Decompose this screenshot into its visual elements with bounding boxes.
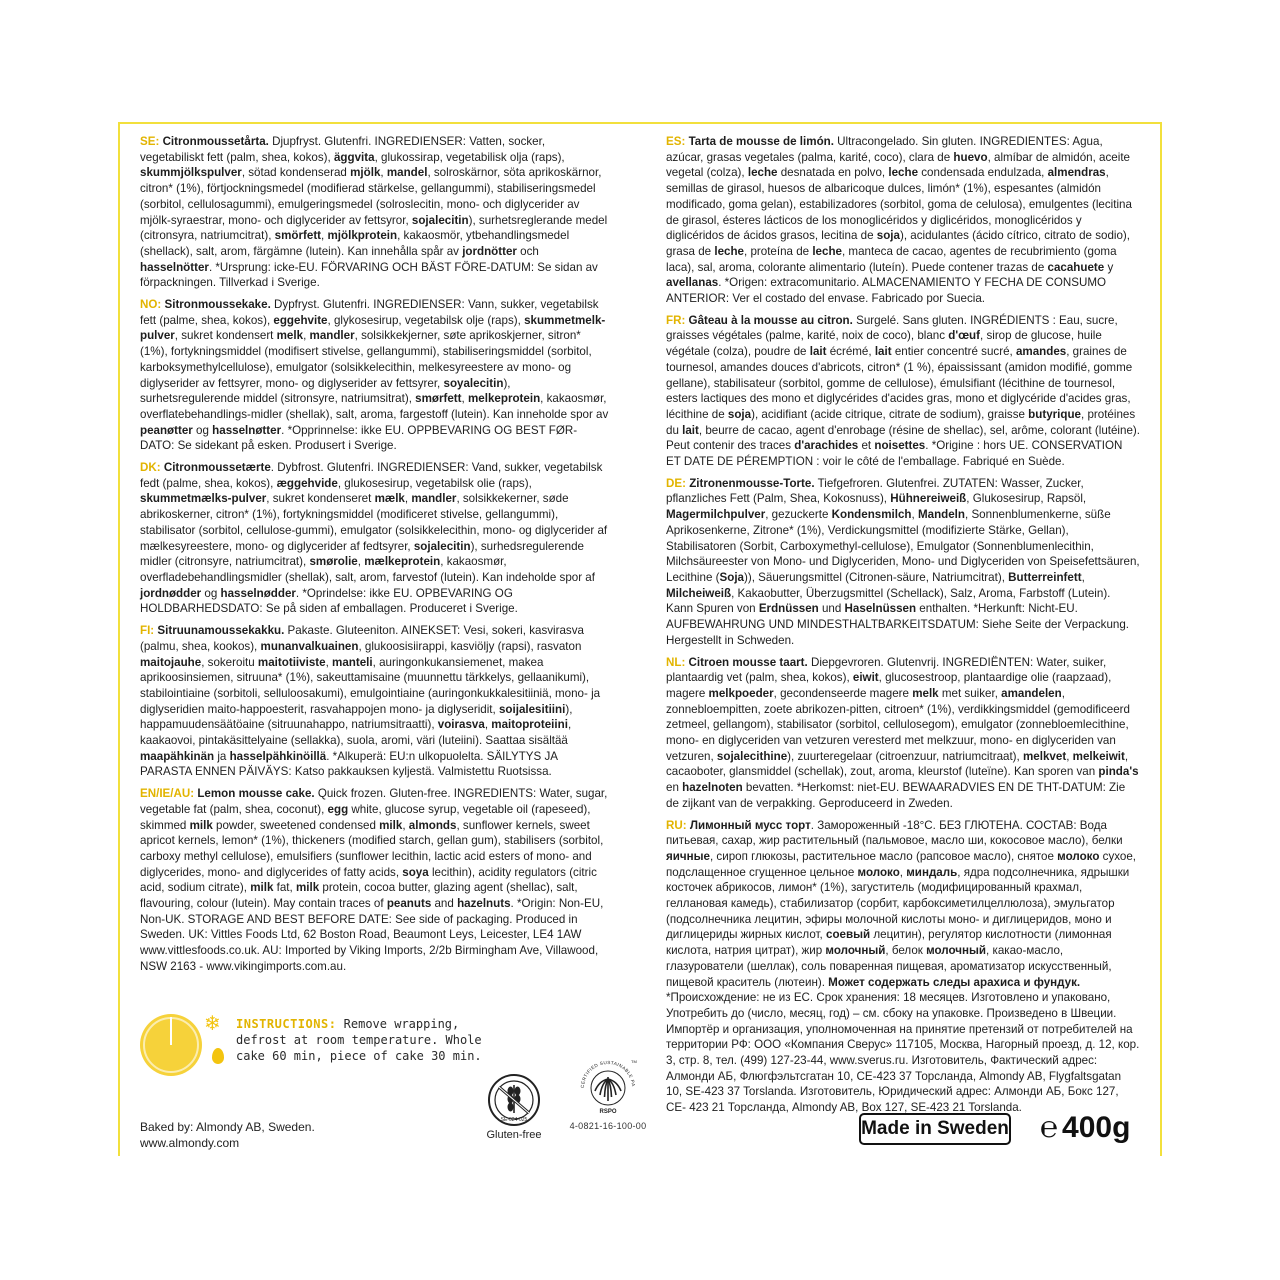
bold-text: lait xyxy=(874,345,892,359)
bold-text: soja xyxy=(876,229,900,243)
language-code: FI: xyxy=(140,624,158,638)
bold-text: melkeiwit xyxy=(1072,749,1125,763)
bold-text: melk xyxy=(912,686,939,700)
bold-text: manteli xyxy=(332,655,373,669)
body-text: , kakaosmør, overflatebehandlings-midler (shellak), salt, aroma, fargestoff (lutein). Kan inneholde spor av xyxy=(140,392,609,421)
bold-text: melk xyxy=(276,329,304,343)
ingredients-paragraph xyxy=(140,786,610,974)
instructions-text xyxy=(236,1016,486,1064)
body-text: , glucosestroop, plantaardige olie (raapzaad), magere xyxy=(666,671,1112,700)
bold-text: maitojauhe xyxy=(140,655,202,669)
bold-text: leche xyxy=(747,166,778,180)
bold-text: äggvita xyxy=(333,150,375,164)
body-text: , kakaosmör, ytbehandlingsmedel (shellack), salt, arom, färgämne (lutein). Kan innehålla spår av xyxy=(140,229,570,258)
body-text: , sukret kondenseret xyxy=(266,492,375,506)
bold-text: Citronmoussetårta. xyxy=(162,135,269,148)
bold-text: Zitronenmousse-Torte. xyxy=(689,476,815,490)
bold-text: melkeprotein xyxy=(467,392,541,406)
bold-text: soijalesitiini xyxy=(498,702,566,716)
bold-text: æggehvide xyxy=(276,476,338,490)
bold-text: milk xyxy=(250,881,274,895)
body-text: ), acidulantes (ácido cítrico, citrato de sodio), grasa de xyxy=(666,229,1130,258)
instructions-block xyxy=(140,1014,480,1078)
body-text: , xyxy=(1066,749,1073,763)
bold-text: миндаль xyxy=(906,865,958,879)
net-weight xyxy=(1040,1108,1130,1148)
body-text: , Kakaobutter, Überzugsmittel (Schellack), Salz, Aroma, Farbstoff (Lutein). Kann Spuren von xyxy=(666,586,1111,616)
estimated-sign-icon: ℮ xyxy=(1040,1111,1059,1144)
rspo-name: RSPO xyxy=(599,1109,617,1115)
body-text: desnatada en polvo, xyxy=(777,166,889,180)
ingredients-column-right xyxy=(666,134,1140,1122)
body-text: Quick frozen. Gluten-free. INGREDIENTS: Water, sugar, vegetable fat (palm, shea, coconut), xyxy=(140,787,608,816)
bold-text: d'arachides xyxy=(794,439,859,453)
bold-text: soyalecitin xyxy=(443,376,504,390)
bold-text: eggehvite xyxy=(273,313,328,327)
bold-text: Может содержать следы арахиса и фундук. xyxy=(828,975,1081,989)
body-text: , xyxy=(325,655,333,669)
body-text: Ultracongelado. Sin gluten. INGREDIENTES: Agua, azúcar, grasas vegetales (palma, karité, coco), clara de xyxy=(666,135,1103,164)
body-text: , glukoosisiirappi, kasviöljy (rapsi), rasvaton xyxy=(358,639,582,653)
bold-text: munanvalkuainen xyxy=(260,639,359,653)
body-text: . *Oprindelse: ikke EU. OPBEVARING OG HOLDBARHEDSDATO: Se på siden af emballagen. Produceret i Sverige. xyxy=(140,586,518,616)
bold-text: leche xyxy=(714,244,744,258)
ingredients-paragraph xyxy=(140,134,610,291)
bold-text: lait xyxy=(682,423,699,437)
body-text: *Происхождение: не из ЕС. Срок хранения: 18 месяцев. Изготовлено и упаковано, Употребить до (число, месяц, год) – см. сбоку на упаковке. Произведено в Швеции. Импортёр и организация, уполномоченная на принятие претензий от потребителей на территории РФ: ООО «Компания Сверус» 117105, Москва, Нагорный проезд, д. 12, кор. 3, стр. 8, тел. (499) 127-23-44, www.sverus.ru. Изготовитель, Фактический адрес: Алмонди АБ, Флюгфэльтсгатан 10, СЕ-423 37 Торсланда, Almondy AB, Flygfaltsgatan 10, SE-423 37 Torslanda. Изготовитель, Юридический адрес: Алмонди АБ, Бокс 127, СЕ- 423 21 Торсланда, Almondy AB, Box 127, SE-423 21 Torslanda. xyxy=(666,991,1140,1115)
bold-text: melkvet xyxy=(1023,749,1067,763)
snowflake-icon: ❄ xyxy=(204,1013,221,1035)
body-text: лецитин), регулятор кислотности (лимонная кислота, натрия цитрат), жир xyxy=(666,928,1112,958)
bold-text: hasselnøtter xyxy=(212,423,282,437)
bold-text: Kondensmilch xyxy=(831,508,912,522)
rspo-ring-text: CERTIFIED SUSTAINABLE PA xyxy=(579,1059,637,1089)
body-text: . Dybfrost. Glutenfri. INGREDIENSER: Vand, sukker, vegetabilsk fedt (palme, shea, kokos), xyxy=(140,461,603,490)
weight-value: 400g xyxy=(1062,1111,1131,1144)
body-text: . *Origin: Non-EU, Non-UK. STORAGE AND BEST BEFORE DATE: See side of packaging. Produced in Sweden. UK: Vittles Foods Ltd, 62 Boston Road, Beaumont Leys, Leicester, LE4 1AW www.vittlesfoods.co.uk. AU: Imported by Viking Imports, 2/2b Birmingham Ave, Villawood, NSW 2163 - www.vikingimports.com.au. xyxy=(140,897,604,973)
clock-icon xyxy=(140,1014,202,1076)
bold-text: milk xyxy=(379,818,403,832)
bold-text: hasselpähkinöillä xyxy=(229,749,327,763)
rspo-palm-icon xyxy=(577,1057,639,1119)
bold-text: huevo xyxy=(953,150,988,164)
body-text: und xyxy=(818,602,845,616)
body-text: en xyxy=(666,781,683,795)
bold-text: pinda's xyxy=(1098,765,1139,779)
bold-text: sojalecitin xyxy=(411,213,469,227)
body-text: enthalten. *Herkunft: Nicht-EU. AUFBEWAHRUNG UND MINDESTHALTBARKEITSDATUM: Siehe Seite der Verpackung. Hergestellt in Schweden. xyxy=(666,602,1130,647)
bold-text: hasselnötter xyxy=(140,260,209,274)
bold-text: egg xyxy=(327,802,349,816)
bold-text: soya xyxy=(402,865,429,879)
body-text: Pakaste. Gluteeniton. AINEKSET: Vesi, sokeri, kasvirasva (palmu, shea, kookos), xyxy=(140,624,584,653)
body-text: protein, cocoa butter, glazing agent (shellac), salt, flavouring, colour (lutein). May contain traces of xyxy=(140,881,578,911)
bold-text: almonds xyxy=(408,818,457,832)
bold-text: mandler xyxy=(309,329,355,343)
body-text: og xyxy=(201,586,221,600)
bold-text: молоко xyxy=(857,865,900,879)
body-text: , белок xyxy=(885,944,927,958)
body-text: , какао-масло, глазурователи (шеллак), соль поваренная пищевая, ароматизатор искусственный, пищевой краситель (лютеин). xyxy=(666,944,1112,989)
ingredients-paragraph xyxy=(666,313,1140,470)
body-text: fat, xyxy=(273,881,296,895)
body-text: , semillas de girasol, huesos de albaricoque dulces, limón* (1%), espesantes (almidón modificado, goma gelan), estabilizadores (sorbitol, goma de celulosa), emulgentes (lecitina de girasol, ésteres lácticos de los monoglicéridos y diglicéridos, monoglicéridos y diglicéridos de ácidos grasos, lecitina de xyxy=(666,166,1132,243)
body-text: , xyxy=(380,166,387,180)
bold-text: яичные xyxy=(666,849,710,863)
website-text: www.almondy.com xyxy=(140,1136,240,1150)
ingredients-paragraph xyxy=(140,297,610,454)
body-text: , zonnebloempitten, zoete abrikozen-pitten, citroen* (1%), verdikkingsmiddel (gemodificeerd zetmeel, gellangom), stabilisator (sorbitol, cellulosegom), emulgator (zonnebloemlecithine, mono- en diglyceriden van vetzuren veresterd met melkzuur, mono- en diglyceriden van vetzuren, xyxy=(666,686,1130,763)
body-text: écrémé, xyxy=(826,345,875,359)
bold-text: hazelnuts xyxy=(457,897,511,911)
bold-text: voirasva xyxy=(437,718,485,732)
bold-text: молочный xyxy=(825,944,886,958)
crossed-grain-icon xyxy=(487,1073,541,1127)
bold-text: Gâteau à la mousse au citron. xyxy=(688,313,853,327)
body-text: , gecondenseerde magere xyxy=(773,686,913,700)
body-text: et xyxy=(858,439,875,453)
bold-text: lait xyxy=(809,345,827,359)
body-text: , xyxy=(461,392,468,406)
bold-text: jordnötter xyxy=(462,244,517,258)
body-text: , sirop de glucose, huile végétale (colza), poudre de xyxy=(666,329,1102,359)
body-text: , solsikkekerner, søde abrikoskerner, citron* (1%), fortykningsmiddel (modificeret stivelse, gellangummi), stabilisator (sorbitol, cellulose-gummi), emulgator (solsikkelecithin, mono- og diglycerider af mælkesyreestere, mono- og diglycerider af fedtsyrer, xyxy=(140,492,608,553)
body-text: , xyxy=(911,508,918,522)
body-text: , sokeroitu xyxy=(201,655,258,669)
language-code: NL: xyxy=(666,655,689,669)
instructions-body: Remove wrapping, defrost at room temperature. Whole cake 60 min, piece of cake 30 min. xyxy=(236,1017,482,1063)
bold-text: skummetmælks-pulver xyxy=(140,492,267,506)
bold-text: Lemon mousse cake. xyxy=(197,787,315,801)
body-text: . *Opprinnelse: ikke EU. OPPBEVARING OG BEST FØR-DATO: Se sidekant på esken. Produsert i Sverige. xyxy=(140,423,578,453)
body-text: , beurre de cacao, agent d'enrobage (résine de shellac), sel, arôme, colorant (lutéine). Peut contenir des traces xyxy=(666,423,1140,453)
baked-by xyxy=(140,1119,315,1151)
body-text: , glukossirap, vegetabilisk olja (raps), xyxy=(374,150,565,164)
bold-text: smørolie xyxy=(309,555,358,569)
language-code: RU: xyxy=(666,818,690,832)
language-code: DK: xyxy=(140,461,164,475)
bold-text: peanuts xyxy=(386,897,432,911)
language-code: SE: xyxy=(140,135,163,148)
body-text: Surgelé. Sans gluten. INGRÉDIENTS : Eau, sucre, graisses végétales (palme, karité, noix de coco), blanc xyxy=(666,313,1118,343)
language-code: ES: xyxy=(666,135,689,148)
bold-text: Hühnereiweiß xyxy=(890,492,967,506)
body-text: ), happamuudensäätöaine (sitruunahappo, natriumsitraatti), xyxy=(140,702,573,732)
bold-text: Milcheiweiß xyxy=(666,586,732,600)
body-text: , xyxy=(357,555,365,569)
bold-text: mælk xyxy=(374,492,405,506)
bold-text: mjölk xyxy=(350,166,381,180)
bold-text: mandler xyxy=(411,492,457,506)
body-text: )), Säuerungsmittel (Citronen-säure, Natriumcitrat), xyxy=(743,570,1009,584)
bold-text: leche xyxy=(888,166,919,180)
bold-text: Citronmoussetærte xyxy=(163,461,271,475)
ingredients-paragraph xyxy=(140,460,610,617)
body-text: ), acidifiant (acide citrique, citrate de sodium), graisse xyxy=(751,407,1029,421)
language-code: DE: xyxy=(666,476,690,490)
body-text: , kakaosmør, overfladebehandlingsmidler (shellak), salt, arom, farvestof (lutein). Kan indeholde spor af xyxy=(140,555,595,584)
rspo-badge xyxy=(568,1057,648,1131)
bold-text: cacahuete xyxy=(1047,260,1105,274)
body-text: y xyxy=(1104,260,1114,274)
bold-text: amandes xyxy=(1015,345,1067,359)
bold-text: Tarta de mousse de limón. xyxy=(688,135,834,148)
body-text: , xyxy=(303,329,310,343)
ingredients-paragraph xyxy=(666,818,1140,1116)
water-drop-icon xyxy=(212,1048,224,1064)
body-text: , kaakaovoi, pintakäsittelyaine (sellakka), suola, aromi, väri (luteiini). Saattaa sisältää xyxy=(140,718,572,748)
bold-text: соевый xyxy=(826,928,871,942)
language-code: NO: xyxy=(140,298,165,312)
bold-text: noisettes xyxy=(874,439,926,453)
language-code: EN/IE/AU: xyxy=(140,787,198,801)
body-text: , solroskärnor, söta aprikoskärnor, citron* (1%), förtjockningsmedel (modifierad stärkelse, gellangummi), stabiliseringsmedel (sorbitol, cellulosagummi), emulgeringsmedel (solroslecitin, mono- och diglycerider av mjölk-syraestrar, mono- och diglycerider av fettsyror, xyxy=(140,166,602,227)
bold-text: hazelnoten xyxy=(682,781,743,795)
bold-text: avellanas xyxy=(666,276,719,290)
bold-text: Citroen mousse taart. xyxy=(688,655,808,669)
bold-text: milk xyxy=(189,818,213,832)
bold-text: mælkeprotein xyxy=(364,555,441,569)
ingredients-paragraph xyxy=(666,476,1140,649)
bold-text: leche xyxy=(812,244,842,258)
rspo-tm: TM xyxy=(631,1059,637,1064)
body-text: , xyxy=(404,492,412,506)
body-text: , xyxy=(484,718,492,732)
ingredients-column-left xyxy=(140,134,610,981)
bold-text: butyrique xyxy=(1028,407,1081,421)
bold-text: smørfett xyxy=(415,392,462,406)
bold-text: Erdnüssen xyxy=(758,602,819,616)
body-text: , auringonkukansiemenet, makea aprikoosinsiemen, sitruuna* (1%), sakeuttamisaine (muunnettu tärkkelys, gellaanikumi), stabilointiaine (sorbitoli, selluloosakumi), emulgointiaine (auringonkukkalesitiiniä, mono- ja diglyseridien maito-happoesterit, rasvahappojen mono- ja diglyseridit, xyxy=(140,655,601,716)
bold-text: d'œuf xyxy=(948,329,980,343)
body-text: , sukret kondensert xyxy=(174,329,277,343)
bold-text: jordnødder xyxy=(140,586,202,600)
body-text: , sötad kondenserad xyxy=(241,166,351,180)
body-text: , protéines du xyxy=(666,407,1136,437)
body-text: condensada endulzada, xyxy=(918,166,1048,180)
bold-text: Sitronmoussekake. xyxy=(164,298,271,312)
body-text: , almíbar de almidón, aceite vegetal (colza), xyxy=(666,150,1130,180)
bold-text: soja xyxy=(727,407,752,421)
body-text: Dypfryst. Glutenfri. INGREDIENSER: Vann, sukker, vegetabilsk fett (palme, shea, kokos), xyxy=(140,298,599,327)
rspo-code: 4-0821-16-100-00 xyxy=(569,1121,647,1131)
bold-text: sojalecithine xyxy=(716,749,788,763)
bold-text: amandelen xyxy=(1001,686,1062,700)
bold-text: молоко xyxy=(1057,849,1100,863)
gluten-free-badge xyxy=(484,1073,544,1141)
body-text: Djupfryst. Glutenfri. INGREDIENSER: Vatten, socker, vegetabiliskt fett (palm, shea, kokos), xyxy=(140,135,546,164)
body-text: white, glucose syrup, vegetable oil (rapeseed), skimmed xyxy=(140,802,591,832)
body-text: Tiefgefroren. Glutenfrei. ZUTATEN: Wasser, Zucker, pflanzliches Fett (Palm, Shea, Kokosnuss), xyxy=(666,476,1084,506)
body-text: . *Origine : hors UE. CONSERVATION ET DATE DE PÉREMPTION : voir le côté de l'emballage. Fabriqué en Suède. xyxy=(666,439,1123,469)
bold-text: milk xyxy=(295,881,320,895)
body-text: , Sonnenblumenkerne, süße Aprikosenkerne, Zitrone* (1%), Verdickungsmittel (modifizierte Stärke, Gellan), Stabilisatoren (Sorbit, Carboxymethyl-cellulose), Emulgator (Sonnenblumenlecithin, Milchsäureester von Mono- und Diglyceriden, Mono- und Diglyceriden von Speisefettsäuren, Lecithine ( xyxy=(666,508,1140,584)
bold-text: eiwit xyxy=(852,671,879,685)
body-text: ), surhetsreglerande medel (citronsyra, natriumcitrat), xyxy=(140,213,608,243)
bold-text: Mandeln xyxy=(917,508,965,522)
body-text: ), surhedsregulerende midler (citronsyre, natriumcitrat), xyxy=(140,539,584,569)
body-text: lecithin), acidity regulators (citric acid, sodium citrate), xyxy=(140,865,597,895)
body-text: og xyxy=(192,423,213,437)
bold-text: молочный xyxy=(926,944,987,958)
body-text: , ядра подсолнечника, ядрышки косточек абрикосов, лимон* (1%), загуститель (модифицированный крахмал, геллановая камедь), стабилизатор (сорбит, карбоксиметилцеллюлоза), эмульгатор (подсолнечника лецитин, эфиры молочной кислоты моно- и диглицеридов, моно и диглицериды жирных кислот, xyxy=(666,865,1130,942)
body-text: , xyxy=(1081,570,1085,584)
body-text: powder, sweetened condensed xyxy=(212,818,380,832)
bold-text: mandel xyxy=(386,166,428,180)
body-text: , cacaoboter, glansmiddel (schellak), zout, aroma, kleurstof (luteïne). Kan sporen van xyxy=(666,749,1129,779)
ingredients-paragraph xyxy=(666,134,1140,307)
body-text: , graines de tournesol, amandes douces d'abricots, citron* (1 %), épaississant (amidon modifié, gomme gellane), stabilisateur (sorbitol, gomme de cellulose), émulsifiant (lécithine de tournesol, esters lactiques des mono et diglycérides d'acides gras, mono et diglycéride d'acides gras, lécithine de xyxy=(666,345,1133,421)
instructions-label: INSTRUCTIONS: xyxy=(236,1017,337,1031)
bold-text: peanøtter xyxy=(140,423,193,437)
body-text: , proteína de xyxy=(744,244,813,258)
bold-text: maapähkinän xyxy=(140,749,215,763)
gluten-free-label: Gluten-free xyxy=(486,1129,542,1141)
ingredients-paragraph xyxy=(666,655,1140,812)
body-text: Diepgevroren. Glutenvrij. INGREDIËNTEN: Water, suiker, plantaardig vet (palm, shea, kokos), xyxy=(666,655,1107,685)
body-text: . Замороженный -18°С. БЕЗ ГЛЮТЕНА. СОСТАВ: Вода питьевая, сахар, жир растительный (пальмовое, масло ши, кокосовое масло), белки xyxy=(666,818,1123,848)
body-text: сухое, подслащенное сгущенное цельное xyxy=(666,849,1137,879)
body-text: met suiker, xyxy=(938,686,1002,700)
language-code: FR: xyxy=(666,313,689,327)
bold-text: Лимонный мусс торт xyxy=(689,818,811,832)
bold-text: maitotiiviste xyxy=(257,655,326,669)
body-text: bevatten. *Herkomst: niet-EU. BEWAARADVIES EN DE THT-DATUM: Zie de zijkant van de verpakking. Geproduceerd in Zweden. xyxy=(666,781,1126,810)
gluten-free-code: SE-024-025 xyxy=(500,1117,528,1123)
bold-text: melkpoeder xyxy=(708,686,774,700)
body-text: , manteca de cacao, agentes de recubrimiento (goma laca), sal, aroma, colorante alimentario (luteín). Puede contener trazas de xyxy=(666,244,1117,274)
bold-text: skummetmelk-pulver xyxy=(140,313,606,343)
body-text: , xyxy=(321,229,328,243)
bold-text: mjölkprotein xyxy=(327,229,398,243)
bold-text: skummjölkspulver xyxy=(140,166,242,180)
body-text: ), surhetsregulerende middel (sitronsyre, natriumsitrat), xyxy=(140,376,511,406)
bold-text: Magermilchpulver xyxy=(666,508,766,522)
ingredients-paragraph xyxy=(140,623,610,780)
bold-text: Soja xyxy=(719,570,744,584)
bold-text: Haselnüssen xyxy=(844,602,917,616)
body-text: , glukosesirup, vegetabilsk olie (raps), xyxy=(337,476,532,490)
body-text: , сироп глюкозы, растительное масло (рапсовое масло), снятое xyxy=(709,849,1058,863)
bold-text: smörfett xyxy=(274,229,322,243)
body-text: and xyxy=(431,897,458,911)
made-in-sweden-badge: Made in Sweden xyxy=(859,1113,1011,1145)
baked-by-text: Baked by: Almondy AB, Sweden. xyxy=(140,1120,315,1134)
bold-text: maitoproteiini xyxy=(491,718,568,732)
body-text: , xyxy=(402,818,409,832)
body-text: ), zuurteregelaar (citroenzuur, natriumcitraat), xyxy=(787,749,1023,763)
bold-text: almendras xyxy=(1047,166,1106,180)
body-text: ja xyxy=(214,749,230,763)
body-text: . *Alkuperä: EU:n ulkopuolelta. SÄILYTYS JA PARASTA ENNEN PÄIVÄYS: Katso pakkauksen kyljestä. Valmistettu Ruotsissa. xyxy=(140,749,558,779)
body-text: , solsikkekjerner, søte aprikoskjerner, sitron* (1%), fortykningsmiddel (modifisert stivelse, gellangummi), stabiliseringsmiddel (sorbitol, karboksymethylcellulose), emulgator (solsikkelecithin, melkesyreestere av mono- og diglyserider av fettsyrer, mono- og diglyserider av fettsyrer, xyxy=(140,329,592,390)
body-text: , xyxy=(899,865,907,879)
bold-text: hasselnødder xyxy=(220,586,296,600)
body-text: . *Origen: extracomunitario. ALMACENAMIENTO Y FECHA DE CONSUMO ANTERIOR: Ver el costado del envase. Fabricado por Suecia. xyxy=(666,276,1107,306)
bold-text: sojalecitin xyxy=(413,539,471,553)
body-text: entier concentré sucré, xyxy=(891,345,1016,359)
bold-text: Butterreinfett xyxy=(1008,570,1082,584)
body-text: och xyxy=(516,244,539,258)
body-text: , glykosesirup, vegetabilsk olje (raps), xyxy=(327,313,525,327)
bold-text: Sitruunamoussekakku. xyxy=(157,624,285,638)
body-text: , sunflower kernels, sweet apricot kernels, lemon* (1%), thickeners (modified starch, gellan gum), stabilisers (sorbitol, carboxy methyl cellulose), emulsifiers (sunflower lecithin, lactic acid esters of mono- and diglycerides, mono- and diglycerides of fatty acids, xyxy=(140,818,604,879)
body-text: , Glukosesirup, Rapsöl, xyxy=(966,492,1087,506)
body-text: , gezuckerte xyxy=(765,508,832,522)
body-text: . *Ursprung: icke-EU. FÖRVARING OCH BÄST FÖRE-DATUM: Se sidan av förpackningen. Tillverkad i Sverige. xyxy=(140,260,598,290)
